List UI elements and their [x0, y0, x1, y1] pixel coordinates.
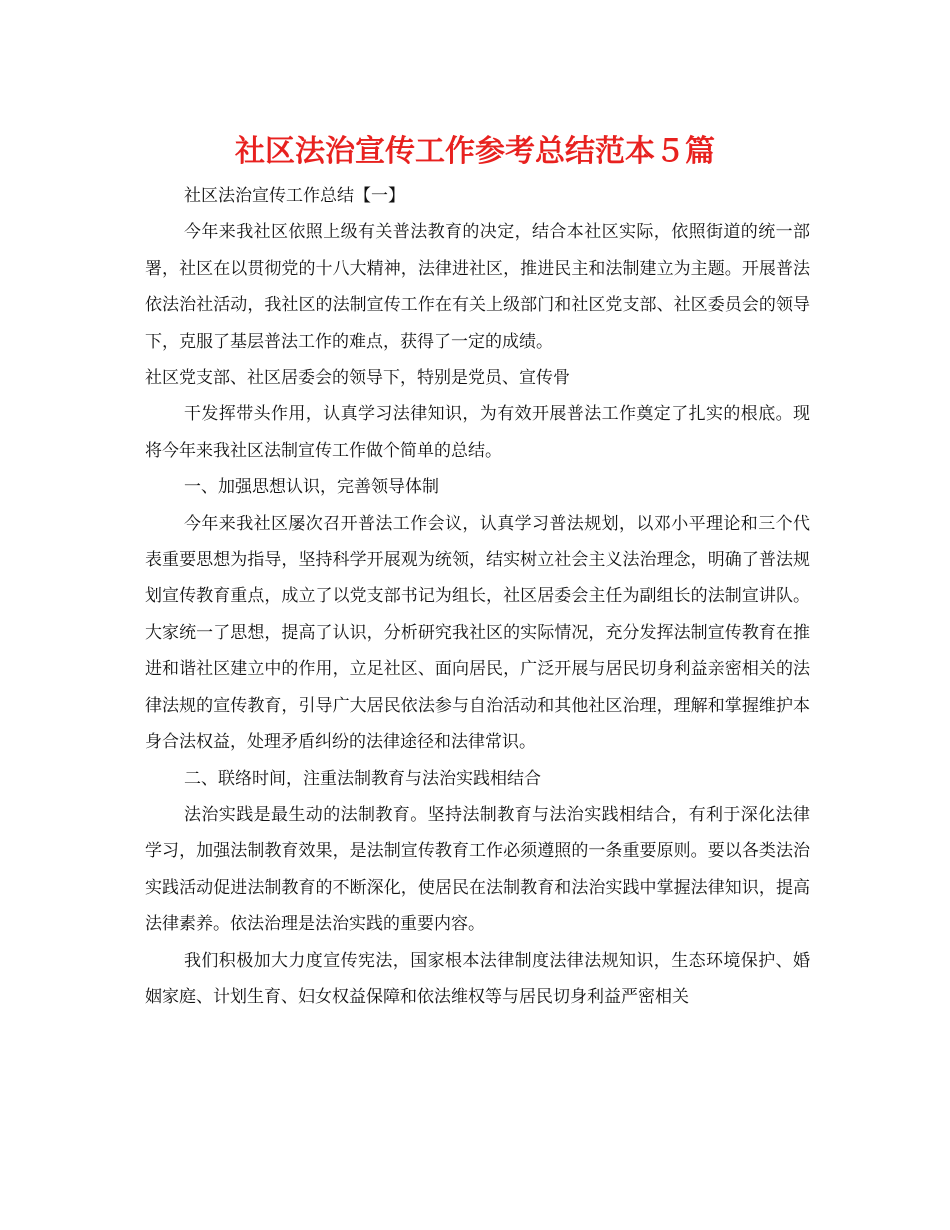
section-heading: 二、联络时间，注重法制教育与法治实践相结合 [184, 768, 541, 789]
body-paragraph: 社区党支部、社区居委会的领导下，特别是党员、宣传骨 [145, 368, 570, 389]
section-heading-1: 社区法治宣传工作总结【一】 [184, 186, 405, 206]
body-paragraph: 干发挥带头作用，认真学习法律知识，为有效开展普法工作奠定了扎实的根底。现将今年来我社区法制宣传工作做个简单的总结。 [145, 404, 810, 461]
section-heading: 一、加强思想认识，完善领导体制 [184, 477, 439, 498]
document-body [145, 178, 810, 1015]
body-paragraph: 我们积极加大力度宣传宪法，国家根本法律制度法律法规知识，生态环境保护、婚姻家庭、计划生育、妇女权益保障和依法维权等与居民切身利益严密相关 [145, 950, 810, 1007]
body-paragraph: 法治实践是最生动的法制教育。坚持法制教育与法治实践相结合，有利于深化法律学习，加强法制教育效果，是法制宣传教育工作必须遵照的一条重要原则。要以各类法治实践活动促进法制教育的不断深化，使居民在法制教育和法治实践中掌握法律知识，提高法律素养。依法治理是法治实践的重要内容。 [145, 804, 810, 935]
body-paragraph: 今年来我社区屡次召开普法工作会议，认真学习普法规划，以邓小平理论和三个代表重要思想为指导，坚持科学开展观为统领，结实树立社会主义法治理念，明确了普法规划宣传教育重点，成立了以党支部书记为组长，社区居委会主任为副组长的法制宣讲队。大家统一了思想，提高了认识，分析研究我社区的实际情况，充分发挥法制宣传教育在推进和谐社区建立中的作用，立足社区、面向居民，广泛开展与居民切身利益亲密相关的法律法规的宣传教育，引导广大居民依法参与自治活动和其他社区治理，理解和掌握维护本身合法权益，处理矛盾纠纷的法律途径和法律常识。 [145, 513, 810, 753]
document-title: 社区法治宣传工作参考总结范本５篇 [235, 134, 715, 169]
body-paragraph: 今年来我社区依照上级有关普法教育的决定，结合本社区实际，依照街道的统一部署，社区在以贯彻党的十八大精神，法律进社区，推进民主和法制建立为主题。开展普法依法治社活动，我社区的法制宣传工作在有关上级部门和社区党支部、社区委员会的领导下，克服了基层普法工作的难点，获得了一定的成绩。 [145, 222, 810, 352]
